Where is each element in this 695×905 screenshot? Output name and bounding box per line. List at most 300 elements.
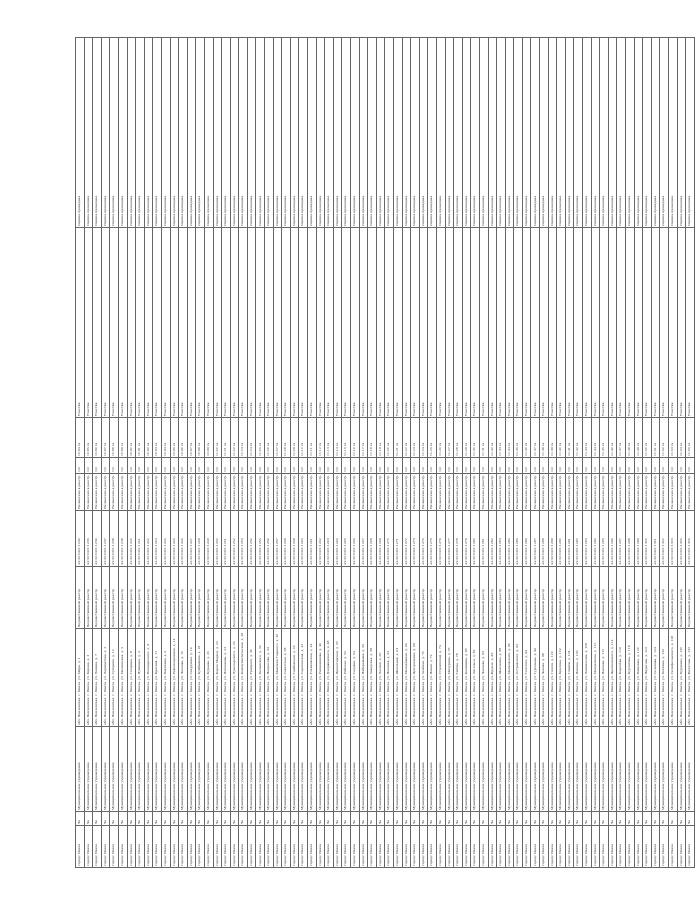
status-cell: Не внесено в реестр bbox=[170, 474, 179, 511]
region-cell: городс Пенза bbox=[505, 826, 514, 868]
id-cell: 44:32:0401:1255 bbox=[256, 511, 265, 567]
type-cell: Ведомственный реестр bbox=[222, 567, 231, 629]
table-row bbox=[153, 38, 162, 868]
num-cell: 1/2 bbox=[325, 458, 334, 474]
category-cell: Участки bbox=[626, 228, 635, 418]
note-cell: Оценка проведена bbox=[213, 38, 222, 228]
value-cell: 10,92 га bbox=[144, 418, 153, 458]
table-row bbox=[540, 38, 549, 868]
status-cell: Не внесено в реестр bbox=[445, 474, 454, 511]
id-cell: 44:32:0401:1251 bbox=[222, 511, 231, 567]
id-cell: 44:32:0401:1291 bbox=[565, 511, 574, 567]
class-cell: Муниципальное учреждение bbox=[634, 727, 643, 812]
address-cell: обл. Пензенская, г. Пенза, ул. Лесная, д. 60 bbox=[376, 629, 385, 727]
type-cell: Ведомственный реестр bbox=[514, 567, 523, 629]
status-cell: Не внесено в реестр bbox=[101, 474, 110, 511]
value-cell: 10,95 га bbox=[170, 418, 179, 458]
tag-cell: Че bbox=[144, 812, 153, 826]
status-cell: Не внесено в реестр bbox=[265, 474, 274, 511]
status-cell: Не внесено в реестр bbox=[591, 474, 600, 511]
value-cell: 11,42 га bbox=[574, 418, 583, 458]
status-cell: Не внесено в реестр bbox=[239, 474, 248, 511]
class-cell: Муниципальное учреждение bbox=[179, 727, 188, 812]
region-cell: городс Пенза bbox=[634, 826, 643, 868]
note-cell: Оценка проведена bbox=[497, 38, 506, 228]
class-cell: Муниципальное учреждение bbox=[393, 727, 402, 812]
num-cell: 1/2 bbox=[187, 458, 196, 474]
table-row bbox=[222, 38, 231, 868]
type-cell: Ведомственный реестр bbox=[230, 567, 239, 629]
note-cell: Оценка проведена bbox=[187, 38, 196, 228]
region-cell: городс Пенза bbox=[256, 826, 265, 868]
class-cell: Муниципальное учреждение bbox=[583, 727, 592, 812]
status-cell: Не внесено в реестр bbox=[376, 474, 385, 511]
num-cell: 1/2 bbox=[462, 458, 471, 474]
status-cell: Не внесено в реестр bbox=[608, 474, 617, 511]
class-cell: Муниципальное учреждение bbox=[136, 727, 145, 812]
note-cell: Оценка проведена bbox=[565, 38, 574, 228]
num-cell: 1/2 bbox=[479, 458, 488, 474]
table-row bbox=[565, 38, 574, 868]
value-cell: 11,17 га bbox=[359, 418, 368, 458]
category-cell: Участки bbox=[84, 228, 93, 418]
region-cell: городс Пенза bbox=[84, 826, 93, 868]
value-cell: 11,10 га bbox=[299, 418, 308, 458]
id-cell: 44:32:0401:1299 bbox=[634, 511, 643, 567]
status-cell: Не внесено в реестр bbox=[351, 474, 360, 511]
category-cell: Участки bbox=[583, 228, 592, 418]
address-cell: обл. Пензенская, г. Пенза, ул. Филатова, д. 132 bbox=[686, 629, 695, 727]
tag-cell: Че bbox=[436, 812, 445, 826]
num-cell: 1/2 bbox=[411, 458, 420, 474]
status-cell: Не внесено в реестр bbox=[359, 474, 368, 511]
tag-cell: Че bbox=[290, 812, 299, 826]
table-row bbox=[454, 38, 463, 868]
status-cell: Не внесено в реестр bbox=[600, 474, 609, 511]
class-cell: Муниципальное учреждение bbox=[213, 727, 222, 812]
num-cell: 1/2 bbox=[488, 458, 497, 474]
note-cell: Оценка проведена bbox=[153, 38, 162, 228]
type-cell: Ведомственный реестр bbox=[540, 567, 549, 629]
region-cell: городс Пенза bbox=[136, 826, 145, 868]
region-cell: городс Пенза bbox=[454, 826, 463, 868]
table-row bbox=[213, 38, 222, 868]
status-cell: Не внесено в реестр bbox=[565, 474, 574, 511]
address-cell: обл. Пензенская, г. Пенза, ул. Кураева, д. 20 bbox=[204, 629, 213, 727]
num-cell: 1/2 bbox=[110, 458, 119, 474]
num-cell: 1/2 bbox=[677, 458, 686, 474]
table-row bbox=[299, 38, 308, 868]
class-cell: Муниципальное учреждение bbox=[651, 727, 660, 812]
region-cell: городс Пенза bbox=[385, 826, 394, 868]
table-row bbox=[101, 38, 110, 868]
num-cell: 1/2 bbox=[668, 458, 677, 474]
table-row bbox=[204, 38, 213, 868]
note-cell: Оценка проведена bbox=[136, 38, 145, 228]
id-cell: 44:32:0401:1242 bbox=[144, 511, 153, 567]
class-cell: Муниципальное учреждение bbox=[161, 727, 170, 812]
table-row bbox=[144, 38, 153, 868]
tag-cell: Че bbox=[574, 812, 583, 826]
id-cell: 44:32:0401:1285 bbox=[514, 511, 523, 567]
address-cell: обл. Пензенская, г. Пенза, ул. Энгельса, д. 82 bbox=[471, 629, 480, 727]
note-cell: Оценка проведена bbox=[600, 38, 609, 228]
class-cell: Муниципальное учреждение bbox=[153, 727, 162, 812]
region-cell: городс Пенза bbox=[76, 826, 85, 868]
id-cell: 44:32:0401:1269 bbox=[376, 511, 385, 567]
type-cell: Ведомственный реестр bbox=[686, 567, 695, 629]
num-cell: 1/2 bbox=[351, 458, 360, 474]
address-cell: обл. Пензенская, г. Пенза, ул. Свердлова, д. 16 bbox=[187, 629, 196, 727]
table-row bbox=[436, 38, 445, 868]
tag-cell: Че bbox=[428, 812, 437, 826]
category-cell: Участки bbox=[677, 228, 686, 418]
value-cell: 10,87 га bbox=[101, 418, 110, 458]
value-cell: 10,85 га bbox=[84, 418, 93, 458]
category-cell: Участки bbox=[531, 228, 540, 418]
tag-cell: Че bbox=[583, 812, 592, 826]
tag-cell: Че bbox=[325, 812, 334, 826]
type-cell: Ведомственный реестр bbox=[247, 567, 256, 629]
region-cell: городс Пенза bbox=[187, 826, 196, 868]
class-cell: Муниципальное учреждение bbox=[342, 727, 351, 812]
value-cell: 10,88 га bbox=[110, 418, 119, 458]
region-cell: городс Пенза bbox=[522, 826, 531, 868]
num-cell: 1/2 bbox=[428, 458, 437, 474]
value-cell: 11,19 га bbox=[376, 418, 385, 458]
id-cell: 44:32:0401:1303 bbox=[668, 511, 677, 567]
table-row bbox=[93, 38, 102, 868]
id-cell: 44:32:0401:1259 bbox=[290, 511, 299, 567]
region-cell: городс Пенза bbox=[436, 826, 445, 868]
region-cell: городс Пенза bbox=[351, 826, 360, 868]
status-cell: Не внесено в реестр bbox=[187, 474, 196, 511]
table-row bbox=[84, 38, 93, 868]
status-cell: Не внесено в реестр bbox=[247, 474, 256, 511]
category-cell: Участки bbox=[454, 228, 463, 418]
category-cell: Участки bbox=[290, 228, 299, 418]
tag-cell: Че bbox=[591, 812, 600, 826]
tag-cell: Че bbox=[454, 812, 463, 826]
address-cell: обл. Пензенская, г. Пенза, ул. Циолковского, д. 114 bbox=[608, 629, 617, 727]
note-cell: Оценка проведена bbox=[239, 38, 248, 228]
address-cell: обл. Пензенская, г. Пенза, ул. Пирогова, д. 122 bbox=[643, 629, 652, 727]
address-cell: обл. Пензенская, г. Пенза, ул. Новая, д. 72 bbox=[428, 629, 437, 727]
type-cell: Ведомственный реестр bbox=[351, 567, 360, 629]
region-cell: городс Пенза bbox=[342, 826, 351, 868]
id-cell: 44:32:0401:1275 bbox=[428, 511, 437, 567]
type-cell: Ведомственный реестр bbox=[76, 567, 85, 629]
id-cell: 44:32:0401:1258 bbox=[282, 511, 291, 567]
class-cell: Муниципальное учреждение bbox=[299, 727, 308, 812]
status-cell: Не внесено в реестр bbox=[686, 474, 695, 511]
tag-cell: Че bbox=[76, 812, 85, 826]
table-row bbox=[462, 38, 471, 868]
id-cell: 44:32:0401:1300 bbox=[643, 511, 652, 567]
tag-cell: Че bbox=[385, 812, 394, 826]
tag-cell: Че bbox=[548, 812, 557, 826]
tag-cell: Че bbox=[101, 812, 110, 826]
status-cell: Не внесено в реестр bbox=[454, 474, 463, 511]
num-cell: 1/2 bbox=[600, 458, 609, 474]
type-cell: Ведомственный реестр bbox=[93, 567, 102, 629]
category-cell: Участки bbox=[488, 228, 497, 418]
tag-cell: Че bbox=[617, 812, 626, 826]
table-row bbox=[342, 38, 351, 868]
status-cell: Не внесено в реестр bbox=[110, 474, 119, 511]
num-cell: 1/2 bbox=[76, 458, 85, 474]
note-cell: Оценка проведена bbox=[359, 38, 368, 228]
address-cell: обл. Пензенская, г. Пенза, ул. Чехова, д. 98 bbox=[540, 629, 549, 727]
num-cell: 1/2 bbox=[101, 458, 110, 474]
class-cell: Муниципальное учреждение bbox=[127, 727, 136, 812]
status-cell: Не внесено в реестр bbox=[230, 474, 239, 511]
note-cell: Оценка проведена bbox=[247, 38, 256, 228]
class-cell: Муниципальное учреждение bbox=[497, 727, 506, 812]
status-cell: Не внесено в реестр bbox=[84, 474, 93, 511]
tag-cell: Че bbox=[643, 812, 652, 826]
address-cell: обл. Пензенская, г. Пенза, ул. Рабочая, д. 52 bbox=[342, 629, 351, 727]
region-cell: городс Пенза bbox=[626, 826, 635, 868]
type-cell: Ведомственный реестр bbox=[488, 567, 497, 629]
type-cell: Ведомственный реестр bbox=[548, 567, 557, 629]
class-cell: Муниципальное учреждение bbox=[265, 727, 274, 812]
table-row bbox=[617, 38, 626, 868]
note-cell: Оценка проведена bbox=[454, 38, 463, 228]
status-cell: Не внесено в реестр bbox=[583, 474, 592, 511]
table-row bbox=[505, 38, 514, 868]
value-cell: 10,99 га bbox=[204, 418, 213, 458]
id-cell: 44:32:0401:1253 bbox=[239, 511, 248, 567]
address-cell: обл. Пензенская, г. Пенза, ул. Склифосовского, д. 128 bbox=[668, 629, 677, 727]
type-cell: Ведомственный реестр bbox=[600, 567, 609, 629]
table-row bbox=[531, 38, 540, 868]
status-cell: Не внесено в реестр bbox=[299, 474, 308, 511]
note-cell: Оценка проведена bbox=[557, 38, 566, 228]
value-cell: 10,97 га bbox=[187, 418, 196, 458]
tag-cell: Че bbox=[359, 812, 368, 826]
address-cell: обл. Пензенская, г. Пенза, ул. Королёва, д. 116 bbox=[617, 629, 626, 727]
note-cell: Оценка проведена bbox=[686, 38, 695, 228]
value-cell: 11,31 га bbox=[479, 418, 488, 458]
status-cell: Не внесено в реестр bbox=[677, 474, 686, 511]
type-cell: Ведомственный реестр bbox=[187, 567, 196, 629]
category-cell: Участки bbox=[643, 228, 652, 418]
address-cell: обл. Пензенская, г. Пенза, ул. Красная, д. 11 bbox=[153, 629, 162, 727]
class-cell: Муниципальное учреждение bbox=[668, 727, 677, 812]
tag-cell: Че bbox=[411, 812, 420, 826]
status-cell: Не внесено в реестр bbox=[471, 474, 480, 511]
num-cell: 1/2 bbox=[196, 458, 205, 474]
id-cell: 44:32:0401:1254 bbox=[247, 511, 256, 567]
class-cell: Муниципальное учреждение bbox=[660, 727, 669, 812]
address-cell: обл. Пензенская, г. Пенза, ул. Урицкого, д. 30 bbox=[247, 629, 256, 727]
note-cell: Оценка проведена bbox=[170, 38, 179, 228]
category-cell: Участки bbox=[557, 228, 566, 418]
num-cell: 1/2 bbox=[548, 458, 557, 474]
class-cell: Муниципальное учреждение bbox=[256, 727, 265, 812]
type-cell: Ведомственный реестр bbox=[101, 567, 110, 629]
note-cell: Оценка проведена bbox=[230, 38, 239, 228]
tag-cell: Че bbox=[316, 812, 325, 826]
note-cell: Оценка проведена bbox=[101, 38, 110, 228]
note-cell: Оценка проведена bbox=[325, 38, 334, 228]
table-row bbox=[548, 38, 557, 868]
region-cell: городс Пенза bbox=[471, 826, 480, 868]
class-cell: Муниципальное учреждение bbox=[411, 727, 420, 812]
id-cell: 44:32:0401:1238 bbox=[110, 511, 119, 567]
class-cell: Муниципальное учреждение bbox=[101, 727, 110, 812]
status-cell: Не внесено в реестр bbox=[411, 474, 420, 511]
region-cell: городс Пенза bbox=[222, 826, 231, 868]
note-cell: Оценка проведена bbox=[626, 38, 635, 228]
tag-cell: Че bbox=[497, 812, 506, 826]
category-cell: Участки bbox=[239, 228, 248, 418]
address-cell: обл. Пензенская, г. Пенза, ул. Пролетарская, д. 50 bbox=[333, 629, 342, 727]
id-cell: 44:32:0401:1243 bbox=[153, 511, 162, 567]
tag-cell: Че bbox=[273, 812, 282, 826]
value-cell: 11,44 га bbox=[591, 418, 600, 458]
table-row bbox=[600, 38, 609, 868]
note-cell: Оценка проведена bbox=[531, 38, 540, 228]
table-row bbox=[411, 38, 420, 868]
region-cell: городс Пенза bbox=[161, 826, 170, 868]
region-cell: городс Пенза bbox=[170, 826, 179, 868]
class-cell: Муниципальное учреждение bbox=[488, 727, 497, 812]
id-cell: 44:32:0401:1244 bbox=[161, 511, 170, 567]
status-cell: Не внесено в реестр bbox=[127, 474, 136, 511]
note-cell: Оценка проведена bbox=[385, 38, 394, 228]
num-cell: 1/2 bbox=[222, 458, 231, 474]
category-cell: Участки bbox=[660, 228, 669, 418]
id-cell: 44:32:0401:1301 bbox=[651, 511, 660, 567]
table-row bbox=[136, 38, 145, 868]
status-cell: Не внесено в реестр bbox=[316, 474, 325, 511]
category-cell: Участки bbox=[299, 228, 308, 418]
tag-cell: Че bbox=[187, 812, 196, 826]
value-cell: 11,09 га bbox=[290, 418, 299, 458]
tag-cell: Че bbox=[84, 812, 93, 826]
table-row bbox=[668, 38, 677, 868]
tag-cell: Че bbox=[333, 812, 342, 826]
type-cell: Ведомственный реестр bbox=[179, 567, 188, 629]
value-cell: 11,01 га bbox=[222, 418, 231, 458]
class-cell: Муниципальное учреждение bbox=[144, 727, 153, 812]
id-cell: 44:32:0401:1292 bbox=[574, 511, 583, 567]
tag-cell: Че bbox=[204, 812, 213, 826]
note-cell: Оценка проведена bbox=[668, 38, 677, 228]
tag-cell: Че bbox=[110, 812, 119, 826]
type-cell: Ведомственный реестр bbox=[411, 567, 420, 629]
note-cell: Оценка проведена bbox=[333, 38, 342, 228]
num-cell: 1/2 bbox=[497, 458, 506, 474]
region-cell: городс Пенза bbox=[565, 826, 574, 868]
type-cell: Ведомственный реестр bbox=[118, 567, 127, 629]
note-cell: Оценка проведена bbox=[196, 38, 205, 228]
note-cell: Оценка проведена bbox=[402, 38, 411, 228]
note-cell: Оценка проведена bbox=[436, 38, 445, 228]
type-cell: Ведомственный реестр bbox=[385, 567, 394, 629]
class-cell: Муниципальное учреждение bbox=[557, 727, 566, 812]
id-cell: 44:32:0401:1296 bbox=[608, 511, 617, 567]
region-cell: городс Пенза bbox=[497, 826, 506, 868]
tag-cell: Че bbox=[376, 812, 385, 826]
note-cell: Оценка проведена bbox=[479, 38, 488, 228]
type-cell: Ведомственный реестр bbox=[316, 567, 325, 629]
region-cell: городс Пенза bbox=[686, 826, 695, 868]
region-cell: городс Пенза bbox=[428, 826, 437, 868]
note-cell: Оценка проведена bbox=[204, 38, 213, 228]
class-cell: Муниципальное учреждение bbox=[531, 727, 540, 812]
class-cell: Муниципальное учреждение bbox=[230, 727, 239, 812]
id-cell: 44:32:0401:1265 bbox=[342, 511, 351, 567]
class-cell: Муниципальное учреждение bbox=[204, 727, 213, 812]
num-cell: 1/2 bbox=[608, 458, 617, 474]
status-cell: Не внесено в реестр bbox=[144, 474, 153, 511]
address-cell: обл. Пензенская, г. Пенза, ул. Саратовская, д. 42 bbox=[299, 629, 308, 727]
region-cell: городс Пенза bbox=[101, 826, 110, 868]
table-body bbox=[76, 38, 695, 868]
table-row bbox=[187, 38, 196, 868]
type-cell: Ведомственный реестр bbox=[660, 567, 669, 629]
num-cell: 1/2 bbox=[359, 458, 368, 474]
tag-cell: Че bbox=[565, 812, 574, 826]
note-cell: Оценка проведена bbox=[462, 38, 471, 228]
value-cell: 11,40 га bbox=[557, 418, 566, 458]
num-cell: 1/2 bbox=[84, 458, 93, 474]
id-cell: 44:32:0401:1281 bbox=[479, 511, 488, 567]
id-cell: 44:32:0401:1257 bbox=[273, 511, 282, 567]
status-cell: Не внесено в реестр bbox=[402, 474, 411, 511]
address-cell: обл. Пензенская, г. Пенза, ул. Дзержинского, д. 48 bbox=[325, 629, 334, 727]
address-cell: обл. Пензенская, г. Пенза, ул. Набережная, д. 56 bbox=[359, 629, 368, 727]
region-cell: городс Пенза bbox=[316, 826, 325, 868]
note-cell: Оценка проведена bbox=[540, 38, 549, 228]
tag-cell: Че bbox=[608, 812, 617, 826]
note-cell: Оценка проведена bbox=[161, 38, 170, 228]
class-cell: Муниципальное учреждение bbox=[626, 727, 635, 812]
type-cell: Ведомственный реестр bbox=[419, 567, 428, 629]
class-cell: Муниципальное учреждение bbox=[445, 727, 454, 812]
tag-cell: Че bbox=[213, 812, 222, 826]
status-cell: Не внесено в реестр bbox=[308, 474, 317, 511]
id-cell: 44:32:0401:1274 bbox=[419, 511, 428, 567]
num-cell: 1/2 bbox=[342, 458, 351, 474]
value-cell: 11,11 га bbox=[308, 418, 317, 458]
table-row bbox=[445, 38, 454, 868]
status-cell: Не внесено в реестр bbox=[505, 474, 514, 511]
class-cell: Муниципальное учреждение bbox=[359, 727, 368, 812]
region-cell: городс Пенза bbox=[651, 826, 660, 868]
region-cell: городс Пенза bbox=[677, 826, 686, 868]
value-cell: 10,93 га bbox=[153, 418, 162, 458]
value-cell: 10,86 га bbox=[93, 418, 102, 458]
class-cell: Муниципальное учреждение bbox=[368, 727, 377, 812]
value-cell: 10,96 га bbox=[179, 418, 188, 458]
category-cell: Участки bbox=[411, 228, 420, 418]
table-row bbox=[110, 38, 119, 868]
region-cell: городс Пенза bbox=[376, 826, 385, 868]
category-cell: Участки bbox=[342, 228, 351, 418]
type-cell: Ведомственный реестр bbox=[479, 567, 488, 629]
value-cell: 11,37 га bbox=[531, 418, 540, 458]
note-cell: Оценка проведена bbox=[282, 38, 291, 228]
address-cell: обл. Пензенская, г. Пенза, ул. Гагарина, д. 8 bbox=[127, 629, 136, 727]
value-cell: 11,13 га bbox=[325, 418, 334, 458]
type-cell: Ведомственный реестр bbox=[445, 567, 454, 629]
region-cell: городс Пенза bbox=[540, 826, 549, 868]
value-cell: 11,47 га bbox=[617, 418, 626, 458]
